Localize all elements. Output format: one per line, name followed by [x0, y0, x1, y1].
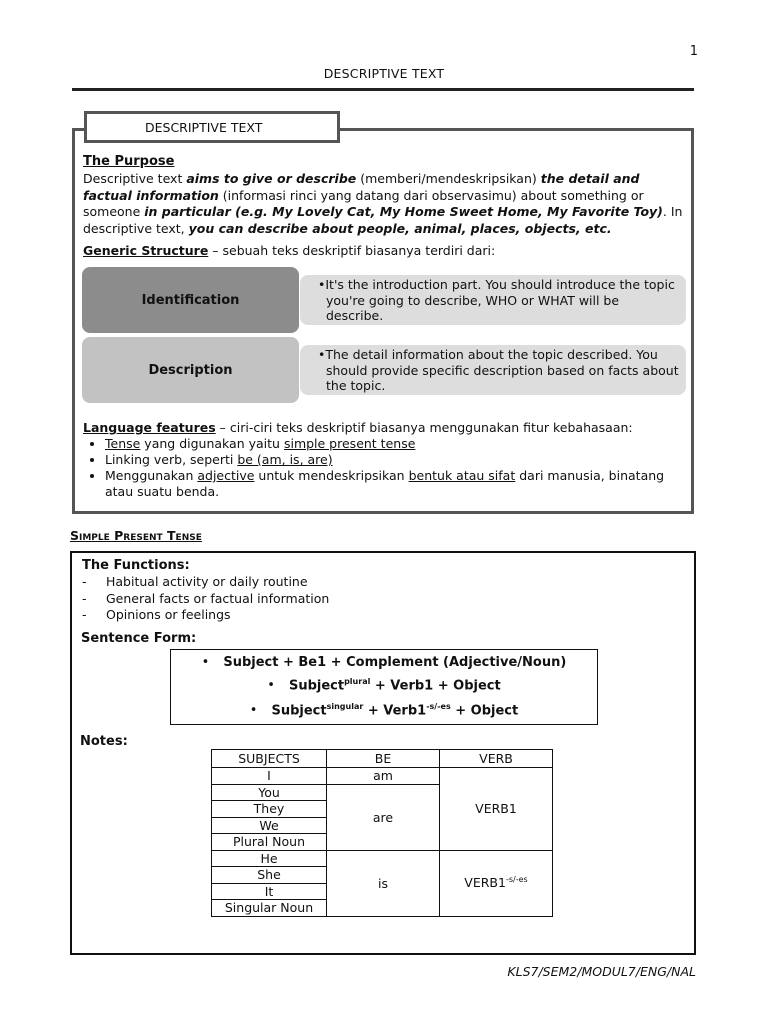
be-cell: am [327, 768, 440, 785]
list-item: - Habitual activity or daily routine [82, 574, 308, 589]
list-item: - General facts or factual information [82, 590, 330, 606]
header-be: BE [327, 750, 440, 768]
page-number: 1 [689, 44, 698, 59]
subject-cell: It [212, 883, 327, 900]
descriptive-text-tab: DESCRIPTIVE TEXT [84, 111, 340, 143]
purpose-paragraph: Descriptive text aims to give or describe (memberi/mendeskripsikan) the detail and factual information (informasi rinci yang datang dari observasimu) about something or someone in particular (e.g. My Lovely Cat, My Home Sweet Home, My Favorite Toy). In descriptive text, you can describe about people, animal, places, objects, etc. [83, 171, 683, 236]
sentence-form-box [170, 649, 598, 725]
footer-code: KLS7/SEM2/MODUL7/ENG/NAL [507, 964, 696, 979]
notes-heading: Notes: [80, 734, 128, 749]
header-verb: VERB [440, 750, 553, 768]
table-row [212, 768, 553, 785]
subject-cell: You [212, 784, 327, 801]
subject-cell: Singular Noun [212, 900, 327, 917]
verb-cell: $VERB1^{-s/-es}$ [440, 850, 553, 916]
title-rule [72, 88, 694, 91]
be-cell: are [327, 784, 440, 850]
description-label: Description [82, 337, 299, 403]
functions-heading: The Functions: [82, 558, 190, 573]
structure-row-description [82, 337, 686, 403]
identification-label: Identification [82, 267, 299, 333]
description-description: •The detail information about the topic described. You should provide specific description based on facts about the topic. [300, 345, 686, 395]
sentence-form-2: • Subject$^{plural}$ + Verb1 + Object [267, 677, 501, 694]
list-item: - Opinions or feelings [82, 607, 231, 622]
sentence-form-3: • Subject$^{singular}$ + $Verb1^{-s/-es}$ + Object [249, 702, 519, 719]
identification-description: •It's the introduction part. You should introduce the topic you're going to describe, WHO or WHAT will be describe. [300, 275, 686, 325]
generic-structure-line: Generic Structure – sebuah teks deskriptif biasanya terdiri dari: [83, 243, 496, 258]
be-cell: is [327, 850, 440, 916]
table-header-row [212, 750, 553, 768]
subject-cell: She [212, 867, 327, 884]
simple-present-tense-title: Simple Present Tense [70, 528, 202, 543]
verb-cell: VERB1 [440, 768, 553, 851]
list-item: • Linking verb, seperti be (am, is, are) [105, 452, 685, 468]
structure-row-identification [82, 267, 686, 333]
table-row [212, 850, 553, 867]
notes-table [211, 749, 553, 917]
subject-cell: Plural Noun [212, 834, 327, 851]
document-title: DESCRIPTIVE TEXT [323, 66, 445, 81]
language-features: Language features – ciri-ciri teks deskriptif biasanya menggunakan fitur kebahasaan: • Tense yang digunakan yaitu simple present tense • Linking verb, seperti be (am, is, are) • Menggunakan adjective untuk mendeskripsikan bentuk atau sifat dari manusia, binatang atau suatu benda. [83, 420, 685, 500]
subject-cell: I [212, 768, 327, 785]
purpose-heading: The Purpose [83, 154, 175, 169]
header-subjects: SUBJECTS [212, 750, 327, 768]
list-item: • Menggunakan adjective untuk mendeskripsikan bentuk atau sifat dari manusia, binatang atau suatu benda. [105, 468, 685, 500]
list-item: • Tense yang digunakan yaitu simple present tense [105, 436, 685, 452]
subject-cell: We [212, 817, 327, 834]
sentence-form-heading: Sentence Form: [81, 631, 197, 646]
sentence-form-1: • Subject + Be1 + Complement (Adjective/Noun) [201, 655, 567, 670]
subject-cell: He [212, 850, 327, 867]
subject-cell: They [212, 801, 327, 818]
functions-list [82, 574, 329, 624]
